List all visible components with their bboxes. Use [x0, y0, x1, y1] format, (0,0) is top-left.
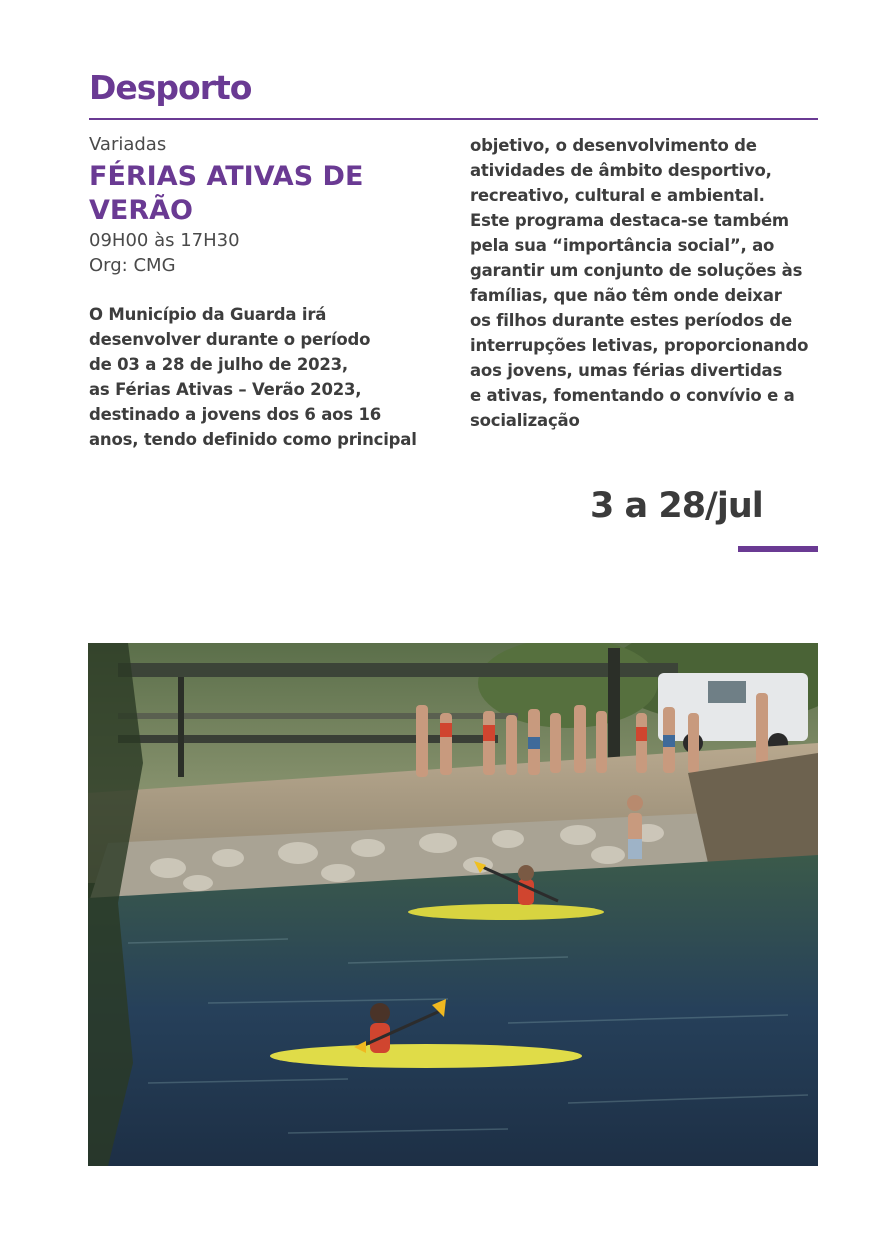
body-line: as Férias Ativas – Verão 2023,: [89, 380, 362, 399]
event-title-line: FÉRIAS ATIVAS DE: [89, 161, 364, 192]
body-line: aos jovens, umas férias divertidas: [470, 361, 783, 380]
event-time: 09H00 às 17H30: [89, 230, 240, 251]
section-title: Desporto: [89, 68, 252, 107]
body-line: famílias, que não têm onde deixar: [470, 286, 782, 305]
body-line: anos, tendo definido como principal: [89, 430, 417, 449]
date-label: 3 a 28/jul: [590, 486, 763, 526]
kayak-photo: [88, 643, 818, 1166]
body-line: socialização: [470, 411, 580, 430]
body-line: destinado a jovens dos 6 aos 16: [89, 405, 382, 424]
body-line: recreativo, cultural e ambiental.: [470, 186, 765, 205]
event-organizer: Org: CMG: [89, 255, 176, 276]
event-category: Variadas: [89, 134, 167, 155]
body-line: interrupções letivas, proporcionando: [470, 336, 809, 355]
body-text-right: [470, 133, 815, 433]
body-line: objetivo, o desenvolvimento de: [470, 136, 757, 155]
body-line: os filhos durante estes períodos de: [470, 311, 792, 330]
body-line: desenvolver durante o período: [89, 330, 371, 349]
body-line: e ativas, fomentando o convívio e a: [470, 386, 795, 405]
date-underline: [738, 546, 818, 552]
body-line: de 03 a 28 de julho de 2023,: [89, 355, 349, 374]
body-line: pela sua “importância social”, ao: [470, 236, 775, 255]
body-line: garantir um conjunto de soluções às: [470, 261, 803, 280]
body-line: O Município da Guarda irá: [89, 305, 327, 324]
section-divider: [89, 118, 818, 120]
event-title-line: VERÃO: [89, 195, 193, 226]
body-line: atividades de âmbito desportivo,: [470, 161, 772, 180]
body-line: Este programa destaca-se também: [470, 211, 789, 230]
body-text-left: [89, 302, 434, 452]
event-title: [89, 160, 419, 228]
